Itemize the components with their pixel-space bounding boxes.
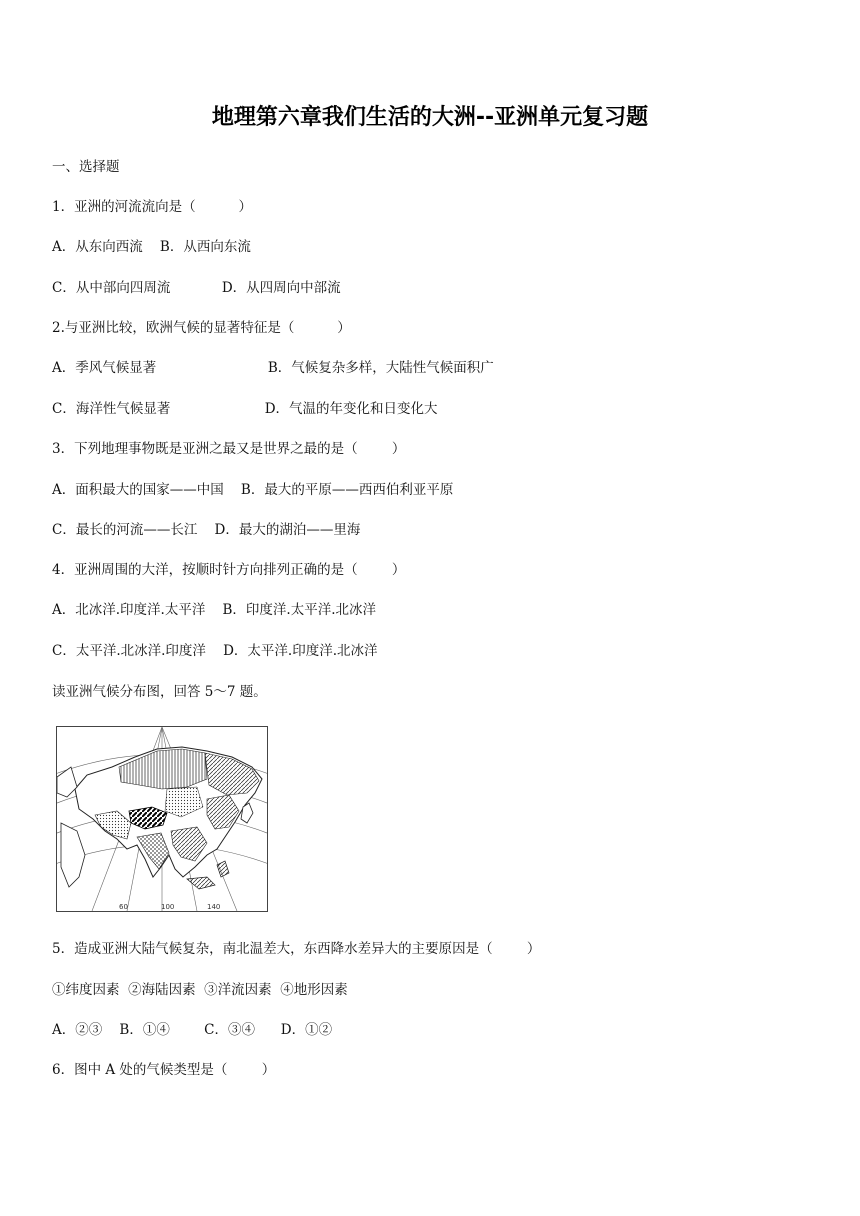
- q3-options-ab: A．面积最大的国家——中国 B．最大的平原——西西伯利亚平原: [52, 482, 454, 498]
- q2-options-cd: C．海洋性气候显著 D．气温的年变化和日变化大: [52, 401, 438, 417]
- q4-options-ab: A．北冰洋.印度洋.太平洋 B．印度洋.太平洋.北冰洋: [52, 602, 376, 618]
- tick-label: 100: [161, 903, 175, 911]
- question-5: 5．造成亚洲大陆气候复杂，南北温差大，东西降水差异大的主要原因是（ ）: [52, 941, 541, 957]
- q5-options: A．②③ B．①④ C．③④ D．①②: [52, 1022, 333, 1038]
- section-heading: 一、选择题: [52, 159, 120, 175]
- q1-options-ab: A．从东向西流 B．从西向东流: [52, 239, 251, 255]
- question-6: 6．图中 A 处的气候类型是（ ）: [52, 1062, 276, 1078]
- tick-label: 60: [119, 903, 128, 911]
- question-3: 3．下列地理事物既是亚洲之最又是世界之最的是（ ）: [52, 441, 406, 457]
- map-instruction: 读亚洲气候分布图，回答 5～7 题。: [52, 684, 267, 700]
- q4-options-cd: C．太平洋.北冰洋.印度洋 D．太平洋.印度洋.北冰洋: [52, 643, 378, 659]
- q2-options-ab: A．季风气候显著 B．气候复杂多样，大陆性气候面积广: [52, 360, 494, 376]
- document-title: 地理第六章我们生活的大洲--亚洲单元复习题: [211, 105, 649, 130]
- q5-factors: ①纬度因素 ②海陆因素 ③洋流因素 ④地形因素: [52, 982, 348, 998]
- q3-options-cd: C．最长的河流——长江 D．最大的湖泊——里海: [52, 522, 361, 538]
- tick-label: 140: [207, 903, 221, 911]
- question-4: 4．亚洲周围的大洋，按顺时针方向排列正确的是（ ）: [52, 562, 406, 578]
- q1-options-cd: C．从中部向四周流 D．从四周向中部流: [52, 280, 341, 296]
- asia-climate-map-drawing: [57, 727, 267, 911]
- question-2: 2.与亚洲比较，欧洲气候的显著特征是（ ）: [52, 320, 351, 336]
- question-1: 1．亚洲的河流流向是（ ）: [52, 199, 253, 215]
- asia-climate-map: [56, 726, 268, 912]
